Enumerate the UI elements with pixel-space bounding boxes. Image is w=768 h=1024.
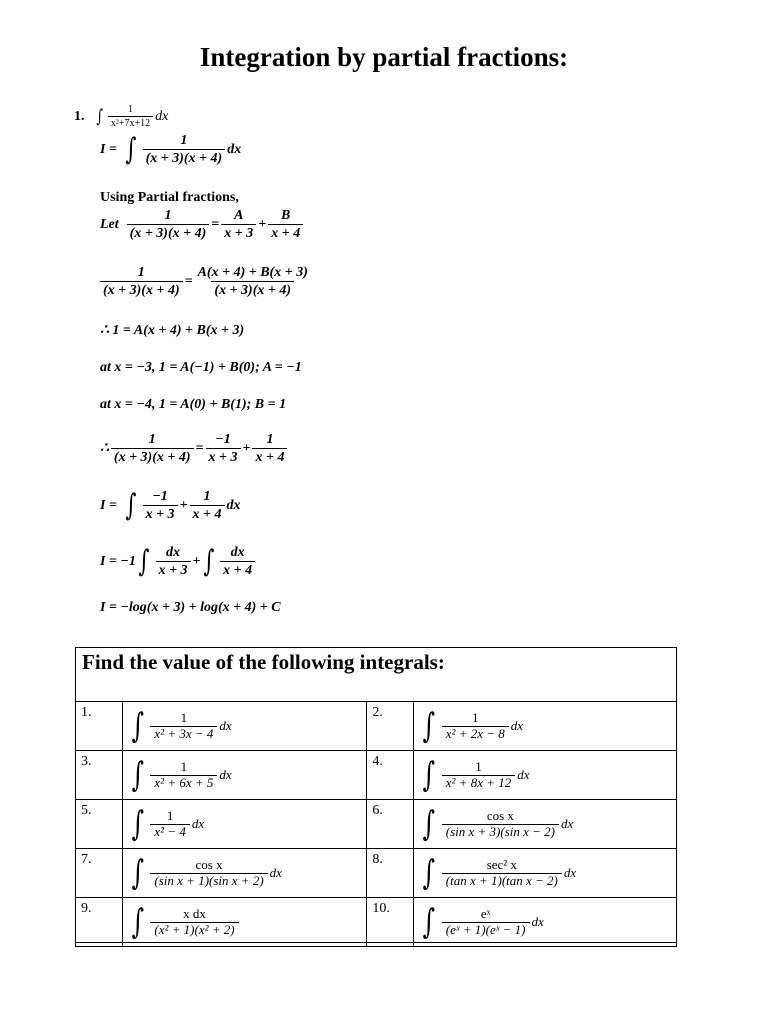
table-row: [76, 800, 677, 849]
integral-sign-icon: ∫: [422, 755, 436, 795]
integral-sign-icon: ∫: [125, 487, 137, 523]
denominator: x² + 8x + 12: [442, 775, 515, 790]
exercise-number: 4.: [367, 751, 414, 800]
denominator: (x + 3)(x + 4): [111, 448, 194, 465]
numerator: 1: [266, 432, 274, 447]
problem-1-statement: [74, 104, 168, 129]
lhs: I =: [100, 497, 117, 513]
numerator: 1: [471, 710, 479, 726]
fraction: [150, 711, 217, 741]
integral-sign-icon: ∫: [131, 755, 144, 795]
lhs: I = −1: [100, 553, 136, 569]
dx: dx: [191, 816, 205, 831]
numerator: A(x + 4) + B(x + 3): [197, 265, 308, 280]
exercise-integral: [414, 800, 677, 849]
fraction: [252, 432, 287, 466]
exercise-integral: [122, 898, 367, 947]
fraction: [150, 858, 267, 888]
fraction: [268, 208, 303, 242]
fraction: [442, 711, 509, 741]
numerator: 1: [475, 759, 482, 775]
fraction: [127, 208, 210, 242]
integral-sign-icon: ∫: [138, 543, 150, 579]
step-decomposed: ∴ $\frac{1}{(x + 3)(x + 4)}$ = $\frac{-1}{x + 3}$ + $\frac{1}{x + 4}$: [100, 432, 289, 466]
denominator: (x + 3)(x + 4): [143, 149, 226, 166]
numerator: A: [234, 208, 244, 223]
exercise-number: 10.: [367, 898, 414, 947]
exercise-number: 8.: [367, 849, 414, 898]
dx: dx: [510, 718, 524, 733]
dx: dx: [563, 865, 577, 880]
exercise-integral: [122, 849, 367, 898]
denominator: x + 4: [220, 561, 255, 578]
exercise-integral: [414, 751, 677, 800]
numerator: 1: [137, 265, 145, 280]
fraction: [111, 432, 194, 466]
denominator: x + 4: [252, 448, 287, 465]
fraction: [195, 265, 311, 299]
integral-sign-icon: ∫: [422, 853, 436, 893]
fraction: [143, 489, 178, 523]
numerator: −1: [215, 432, 231, 447]
exercise-number: 7.: [76, 849, 123, 898]
fraction: [150, 907, 238, 937]
numerator: cos x: [195, 857, 223, 873]
step-factored: [100, 133, 241, 167]
dx: dx: [219, 767, 232, 782]
dx: dx: [227, 141, 242, 157]
integral-sign-icon: ∫: [131, 706, 144, 746]
fraction: [206, 432, 241, 466]
integral-sign-icon: ∫: [422, 804, 436, 844]
exercise-integral: [122, 751, 367, 800]
exercise-number: 9.: [76, 898, 123, 947]
denominator: (sin x + 1)(sin x + 2): [150, 873, 267, 888]
numerator: 1: [128, 104, 134, 115]
step-identity: ∴ 1 = A(x + 4) + B(x + 3): [100, 323, 245, 338]
table-row: [76, 751, 677, 800]
fraction: [221, 208, 256, 242]
integral-sign-icon: ∫: [125, 131, 137, 167]
numerator: dx: [166, 545, 181, 560]
numerator: 1: [203, 489, 211, 504]
step-integral-split: I = ∫ $\frac{-1}{x + 3}$ + $\frac{1}{x + 4}$ dx: [100, 487, 241, 523]
let-label: Let: [100, 216, 119, 232]
fraction: [143, 133, 226, 167]
fraction: [150, 760, 217, 790]
integral-sign-icon: ∫: [422, 902, 436, 942]
integral-sign-icon: ∫: [131, 853, 144, 893]
exercise-number: 2.: [367, 702, 414, 751]
page-title: Integration by partial fractions:: [199, 42, 569, 72]
dx: dx: [561, 816, 574, 831]
denominator: (tan x + 1)(tan x − 2): [442, 873, 562, 888]
exercise-number: 5.: [76, 800, 123, 849]
exercise-integral: [414, 898, 677, 947]
fraction: [442, 858, 562, 888]
therefore-symbol: ∴: [100, 441, 109, 457]
denominator: x + 3: [206, 448, 241, 465]
fraction: [220, 545, 255, 579]
exercise-number: 6.: [367, 800, 414, 849]
numerator: x dx: [183, 906, 206, 922]
exercise-number: 1.: [76, 702, 123, 751]
step-at-minus-3: at x = −3, 1 = A(−1) + B(0); A = −1: [100, 360, 302, 375]
numerator: 1: [180, 133, 188, 148]
denominator: x² + 3x − 4: [150, 726, 217, 741]
denominator: x + 3: [156, 561, 191, 578]
denominator: (x + 3)(x + 4): [211, 281, 294, 298]
numerator: cos x: [486, 808, 514, 824]
fraction: [442, 760, 515, 790]
fraction: [156, 545, 191, 579]
denominator: x² − 4: [150, 824, 189, 839]
integral-sign-icon: ∫: [202, 543, 214, 579]
numerator: B: [281, 208, 291, 223]
dx: dx: [219, 718, 232, 733]
numerator: 1: [180, 710, 188, 726]
denominator: x + 4: [190, 505, 225, 522]
step-two-integrals: I = −1 ∫ $\frac{dx}{x + 3}$ + ∫ $\frac{dx}{x + 4}$: [100, 545, 257, 579]
final-result: I = −log(x + 3) + log(x + 4) + C: [100, 600, 281, 615]
exercise-integral: [414, 702, 677, 751]
numerator: 1: [180, 759, 188, 775]
dx: dx: [531, 914, 544, 929]
exercise-integral: [122, 800, 367, 849]
dx: dx: [517, 767, 530, 782]
numerator: dx: [230, 545, 245, 560]
numerator: eˣ: [480, 906, 491, 922]
partial-fractions-heading: Using Partial fractions,: [100, 190, 239, 205]
fraction: [108, 104, 153, 129]
denominator: (x² + 1)(x² + 2): [150, 922, 238, 937]
denominator: x²+7x+12: [108, 116, 153, 129]
step-combined: $\frac{1}{(x + 3)(x + 4)}$ = $\frac{A(x + 4) + B(x + 3)}{(x + 3)(x + 4)}$: [98, 265, 313, 299]
dx: dx: [155, 108, 169, 124]
fraction: [442, 809, 559, 839]
table-row: [76, 849, 677, 898]
integral-sign-icon: ∫: [131, 804, 144, 844]
denominator: x² + 6x + 5: [150, 775, 217, 790]
step-let: Let $\frac{1}{(x + 3)(x + 4)}$ = $\frac{A}{x + 3}$ + $\frac{B}{x + 4}$: [100, 208, 305, 242]
fraction: [100, 265, 183, 299]
exercise-table: [75, 701, 677, 947]
denominator: (eˣ + 1)(eˣ − 1): [442, 922, 530, 937]
denominator: (x + 3)(x + 4): [127, 224, 210, 241]
exercise-heading: Find the value of the following integrals:: [82, 650, 445, 674]
fraction: [190, 489, 225, 523]
denominator: (x + 3)(x + 4): [100, 281, 183, 298]
fraction: [442, 907, 530, 937]
dx: dx: [226, 497, 241, 513]
denominator: x + 3: [221, 224, 256, 241]
lhs: I =: [100, 141, 117, 157]
dx: dx: [269, 865, 282, 880]
exercise-integral: [122, 702, 367, 751]
table-row: [76, 702, 677, 751]
denominator: (sin x + 3)(sin x − 2): [442, 824, 559, 839]
numerator: sec² x: [486, 857, 517, 873]
exercise-integral: [414, 849, 677, 898]
integral-sign-icon: ∫: [422, 706, 436, 746]
denominator: x + 4: [268, 224, 303, 241]
numerator: 1: [166, 808, 174, 824]
step-at-minus-4: at x = −4, 1 = A(0) + B(1); B = 1: [100, 397, 287, 412]
numerator: 1: [164, 208, 172, 223]
integral-sign-icon: ∫: [131, 902, 144, 942]
integral-sign-icon: ∫: [95, 105, 103, 127]
numerator: −1: [152, 489, 168, 504]
denominator: x + 3: [143, 505, 178, 522]
exercise-number: 3.: [76, 751, 123, 800]
numerator: 1: [148, 432, 156, 447]
denominator: x² + 2x − 8: [442, 726, 509, 741]
table-row: [76, 898, 677, 947]
problem-number: 1.: [74, 108, 85, 124]
fraction: [150, 809, 189, 839]
